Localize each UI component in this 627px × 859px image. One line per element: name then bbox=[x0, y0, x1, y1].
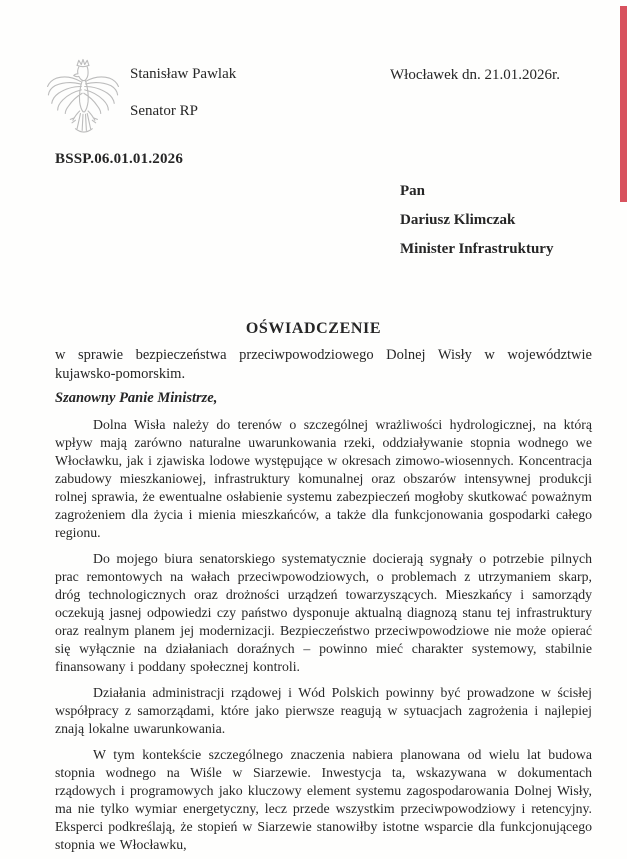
place-and-date: Włocławek dn. 21.01.2026r. bbox=[390, 67, 560, 83]
recipient-block bbox=[400, 182, 553, 269]
paragraph-2: Do mojego biura senatorskiego systematycznie docierają sygnały o potrzebie pilnych prac remontowych na wałach przeciwpowodziowych, o problemach z utrzymaniem skarp, dróg technologicznych oraz drożności urządzeń towarzyszących. Mieszkańcy i samorządy oczekują jasnej odpowiedzi czy państwo dysponuje aktualną diagnozą stanu tej infrastruktury oraz realnym planem jej modernizacji. Bezpieczeństwo przeciwpowodziowe nie może opierać się wyłącznie na działaniach doraźnych – powinno mieć charakter systemowy, stabilnie finansowany i poddany społecznej kontroli. bbox=[55, 551, 592, 674]
paragraph-3: Działania administracji rządowej i Wód Polskich powinny być prowadzone w ścisłej współpracy z samorządami, które jako pierwsze reagują w sytuacjach zagrożenia i najlepiej znają lokalne uwarunkowania. bbox=[55, 685, 592, 736]
paragraph-4: W tym kontekście szczególnego znaczenia nabiera planowana od wielu lat budowa stopnia wodnego na Wiśle w Siarzewie. Inwestycja ta, wskazywana w dokumentach rządowych i programowych jako kluczowy element systemu zagospodarowania Dolnej Wisły, ma nie tylko wymiar energetyczny, lecz przede wszystkim przeciwpowodziowy i retencyjny. Eksperci podkreślają, że stopień w Siarzewie stanowiłby istotne wsparcie dla funkcjonującego stopnia we Włocławku, bbox=[55, 747, 592, 852]
reference-number: BSSP.06.01.01.2026 bbox=[55, 151, 184, 167]
letter-body bbox=[55, 416, 592, 859]
recipient-name: Dariusz Klimczak bbox=[400, 212, 516, 228]
greeting-line: Szanowny Panie Ministrze, bbox=[55, 390, 218, 406]
recipient-salutation: Pan bbox=[400, 183, 426, 199]
document-title: OŚWIADCZENIE bbox=[245, 320, 382, 337]
polish-eagle-emblem-icon bbox=[45, 56, 121, 144]
red-accent-bar bbox=[620, 6, 627, 202]
document-subject: w sprawie bezpieczeństwa przeciwpowodziowego Dolnej Wisły w województwie kujawsko-pomorskim. bbox=[55, 347, 592, 382]
recipient-position: Minister Infrastruktury bbox=[400, 241, 554, 257]
sender-title: Senator RP bbox=[130, 103, 198, 119]
sender-name: Stanisław Pawlak bbox=[130, 66, 237, 82]
paragraph-1: Dolna Wisła należy do terenów o szczególnej wrażliwości hydrologicznej, na którą wpływ mają zarówno naturalne uwarunkowania rzeki, oddziaływanie stopnia wodnego we Włocławku, jak i zjawiska lodowe występujące w okresach zimowo-wiosennych. Koncentracja zabudowy mieszkaniowej, infrastruktury komunalnej oraz obszarów intensywnej produkcji rolnej sprawia, że ewentualne osłabienie systemu zabezpieczeń mogłoby skutkować poważnym zagrożeniem dla życia i mienia mieszkańców, a także dla funkcjonowania gospodarki całego regionu. bbox=[55, 417, 592, 540]
